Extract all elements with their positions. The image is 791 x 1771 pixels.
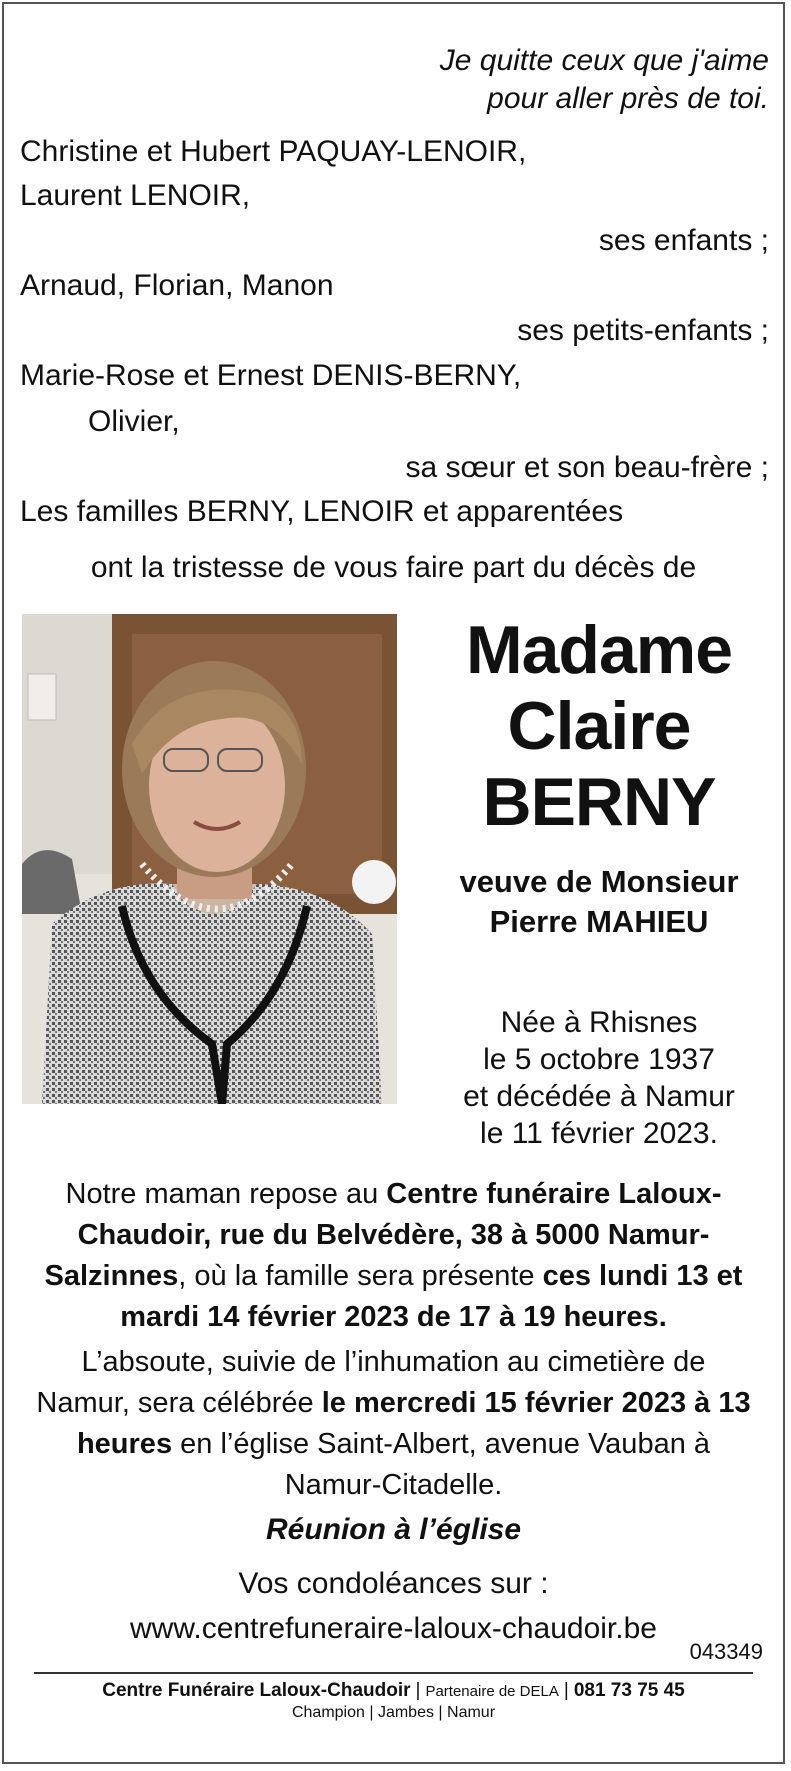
condolences-label: Vos condoléances sur :: [238, 1567, 549, 1600]
deceased-name-block: [424, 612, 774, 942]
sister-role: sa sœur et son beau-frère ;: [405, 451, 769, 484]
deceased-last-name: BERNY: [482, 764, 716, 840]
deceased-first-name: Claire: [507, 688, 691, 764]
deceased-title: Madame: [465, 612, 733, 688]
obituary-notice: [2, 2, 785, 1764]
footer: Centre Funéraire Laloux-Chaudoir | Partenaire de DELA | 081 73 75 45 Champion | Jambes | Namur: [4, 1680, 783, 1722]
resting-place-paragraph: Notre maman repose au Centre funéraire Laloux-Chaudoir, rue du Belvédère, 38 à 5000 Namur-Salzinnes, où la famille sera présente ces lundi 13 et mardi 14 février 2023 de 17 à 19 heures.: [44, 1178, 743, 1333]
announcement: ont la tristesse de vous faire part du décès de: [90, 551, 697, 584]
visitation-dates: ces lundi 13 et mardi 14 février 2023 de 17 à 19 heures.: [120, 1260, 743, 1333]
families-line: Les familles BERNY, LENOIR et apparentées: [20, 495, 624, 528]
reunion-note: Réunion à l’église: [265, 1513, 522, 1546]
sister-names: Marie-Rose et Ernest DENIS-BERNY,: [20, 359, 522, 392]
footer-divider: [34, 1672, 753, 1674]
ceremony-date: le mercredi 15 février 2023 à 13 heures: [76, 1387, 751, 1460]
grandchildren-names: Arnaud, Florian, Manon: [20, 269, 334, 302]
reference-number: 043349: [689, 1639, 763, 1664]
widow-line-2: Pierre MAHIEU: [489, 904, 709, 939]
portrait-illustration: [22, 614, 397, 1104]
children-role: ses enfants ;: [598, 224, 769, 257]
nephew-name: Olivier,: [88, 405, 180, 438]
ceremony-paragraph: L’absoute, suivie de l’inhumation au cimetière de Namur, sera célébrée le mercredi 15 février 2023 à 13 heures en l’église Saint-Albert, avenue Vauban à Namur-Citadelle.: [36, 1346, 751, 1501]
footer-partner: Partenaire de DELA: [425, 1683, 559, 1700]
epitaph-quote: Je quitte ceux que j'aime pour aller près de toi.: [439, 44, 769, 115]
footer-locations: Champion | Jambes | Namur: [291, 1704, 496, 1721]
children-names-1: Christine et Hubert PAQUAY-LENOIR,: [20, 135, 527, 168]
portrait-photo: [22, 614, 397, 1104]
footer-phone: 081 73 75 45: [573, 1680, 685, 1701]
children-names-2: Laurent LENOIR,: [20, 179, 251, 212]
condolences-website[interactable]: www.centrefuneraire-laloux-chaudoir.be: [130, 1612, 657, 1645]
widow-line-1: veuve de Monsieur: [459, 864, 739, 899]
birth-death-dates: Née à Rhisnes le 5 octobre 1937 et décédée à Namur le 11 février 2023.: [463, 1006, 735, 1150]
footer-company: Centre Funéraire Laloux-Chaudoir: [102, 1680, 411, 1701]
funeral-center-address: Centre funéraire Laloux-Chaudoir, rue du Belvédère, 38 à 5000 Namur-Salzinnes: [44, 1178, 722, 1292]
grandchildren-role: ses petits-enfants ;: [517, 314, 769, 347]
